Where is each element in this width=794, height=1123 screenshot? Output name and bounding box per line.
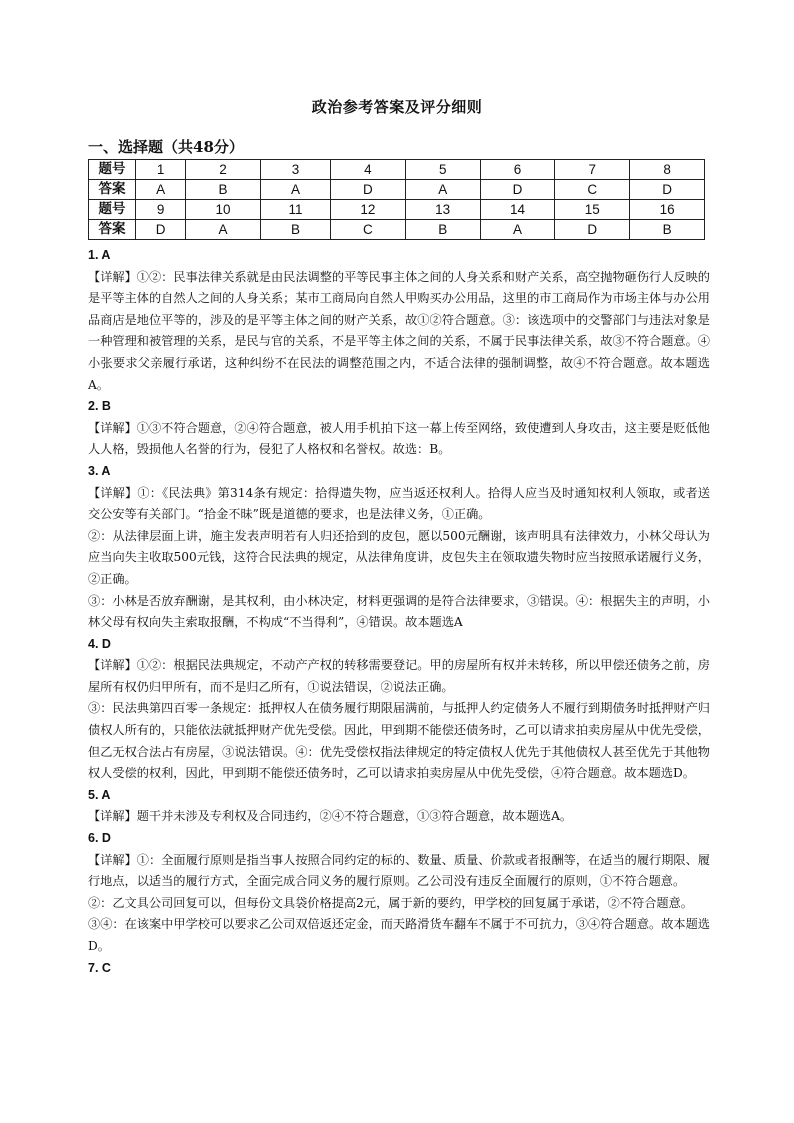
page-title: 政治参考答案及评分细则 [311, 98, 483, 116]
table-cell: 15 [555, 200, 630, 220]
table-cell: D [136, 220, 186, 240]
table-cell: 12 [331, 200, 406, 220]
question-answer-label: 7. C [88, 960, 111, 975]
table-cell: 16 [630, 200, 705, 220]
table-cell: C [331, 220, 406, 240]
table-cell: D [480, 180, 555, 200]
table-cell: B [260, 220, 330, 240]
explanation-paragraph: ②：从法律层面上讲，施主发表声明若有人归还拾到的皮包，愿以500元酬谢，该声明具有法律效力，小林父母认为应当向失主收取500元钱，这符合民法典的规定，从法律角度讲，皮包失主在领取遗失物时应当按照承诺履行义务，②正确。 [88, 528, 710, 586]
table-cell: B [186, 180, 261, 200]
table-cell: D [555, 220, 630, 240]
explanation-paragraph: 【详解】①②：民事法律关系就是由民法调整的平等民事主体之间的人身关系和财产关系，高空抛物砸伤行人反映的是平等主体的自然人之间的人身关系；某市工商局向自然人甲购买办公用品，这里的市工商局作为市场主体与办公用品商店是地位平等的，涉及的是平等主体之间的财产关系，故①②符合题意。③：该选项中的交警部门与违法对象是一种管理和被管理的关系，是民与官的关系，不是平等主体之间的关系，不属于民事法律关系，故③不符合题意。④ 小张要求父亲履行承诺，这种纠纷不在民法的调整范围之内，不适合法律的强制调整，故④不符合题意。故本题选A。 [88, 269, 710, 392]
explanation-paragraph: ③：民法典第四百零一条规定：抵押权人在债务履行期限届满前，与抵押人约定债务人不履行到期债务时抵押财产归债权人所有的，只能依法就抵押财产优先受偿。因此，甲到期不能偿还债务时，乙可以请求拍卖房屋从中优先受偿，但乙无权合法占有房屋，③说法错误。④：优先受偿权指法律规定的特定债权人优先于其他债权人甚至优先于其他物权人受偿的权利，因此，甲到期不能偿还债务时，乙可以请求拍卖房屋从中优先受偿，④符合题意。故本题选D。 [88, 701, 710, 781]
table-cell: 14 [480, 200, 555, 220]
row-header: 题号 [89, 200, 136, 220]
table-cell: A [260, 180, 330, 200]
explanation-paragraph: ②：乙文具公司回复可以，但每份文具袋价格提高2元，属于新的要约，甲学校的回复属于承诺，②不符合题意。 [88, 895, 693, 910]
explanation-paragraph: ③：小林是否放弃酬谢，是其权利，由小林决定，材料更强调的是符合法律要求，③错误。④：根据失主的声明，小林父母有权向失主索取报酬，不构成“不当得利”，④错误。故本题选A [88, 593, 710, 630]
table-cell: D [331, 180, 406, 200]
explanation-paragraph: 【详解】①③不符合题意，②④符合题意，被人用手机拍下这一幕上传至网络，致使遭到人身攻击，这主要是贬低他人人格，毁损他人名誉的行为，侵犯了人格权和名誉权。故选：B。 [88, 420, 710, 457]
table-cell: B [405, 220, 480, 240]
table-cell: 13 [405, 200, 480, 220]
table-cell: 2 [186, 160, 261, 180]
table-cell: 4 [331, 160, 406, 180]
table-cell: A [136, 180, 186, 200]
question-answer-label: 2. B [88, 399, 111, 414]
answer-explanations [88, 245, 710, 979]
question-answer-label: 1. A [88, 248, 111, 262]
table-cell: 7 [555, 160, 630, 180]
question-answer-label: 3. A [88, 463, 111, 478]
row-header: 答案 [89, 180, 136, 200]
table-row [89, 220, 705, 240]
table-cell: 1 [136, 160, 186, 180]
explanation-paragraph: 【详解】题干并未涉及专利权及合同违约，②④不符合题意，①③符合题意，故本题选A。 [88, 809, 573, 824]
table-cell: A [480, 220, 555, 240]
table-cell: 5 [405, 160, 480, 180]
explanation-paragraph: 【详解】①②：根据民法典规定，不动产产权的转移需要登记。甲的房屋所有权并未转移，所以甲偿还债务之前，房屋所有权仍归甲所有，而不是归乙所有，①说法错误，②说法正确。 [88, 658, 710, 694]
section-heading: 一、选择题（共48分） [88, 138, 244, 156]
question-answer-label: 6. D [88, 831, 111, 846]
table-cell: 6 [480, 160, 555, 180]
table-cell: A [186, 220, 261, 240]
table-cell: 10 [186, 200, 261, 220]
table-row [89, 180, 705, 200]
table-cell: B [630, 220, 705, 240]
table-row [89, 200, 705, 220]
table-cell: C [555, 180, 630, 200]
table-cell: 9 [136, 200, 186, 220]
table-row [89, 160, 705, 180]
question-answer-label: 5. A [88, 787, 111, 802]
table-cell: A [405, 180, 480, 200]
table-cell: D [630, 180, 705, 200]
table-cell: 8 [630, 160, 705, 180]
question-answer-label: 4. D [88, 636, 111, 651]
answer-table [88, 159, 705, 240]
explanation-paragraph: 【详解】①：全面履行原则是指当事人按照合同约定的标的、数量、质量、价款或者报酬等，在适当的履行期限、履行地点，以适当的履行方式，全面完成合同义务的履行原则。乙公司没有违反全面履行的原则，①不符合题意。 [88, 852, 710, 889]
table-cell: 3 [260, 160, 330, 180]
row-header: 题号 [89, 160, 136, 180]
row-header: 答案 [89, 220, 136, 240]
table-cell: 11 [260, 200, 330, 220]
explanation-paragraph: 【详解】①：《民法典》第314条有规定：拾得遗失物，应当返还权利人。拾得人应当及时通知权利人领取，或者送交公安等有关部门。“拾金不昧”既是道德的要求，也是法律义务，①正确。 [88, 485, 710, 522]
explanation-paragraph: ③④：在该案中甲学校可以要求乙公司双倍返还定金，而天路滑货车翻车不属于不可抗力，③④符合题意。故本题选D。 [88, 917, 710, 953]
